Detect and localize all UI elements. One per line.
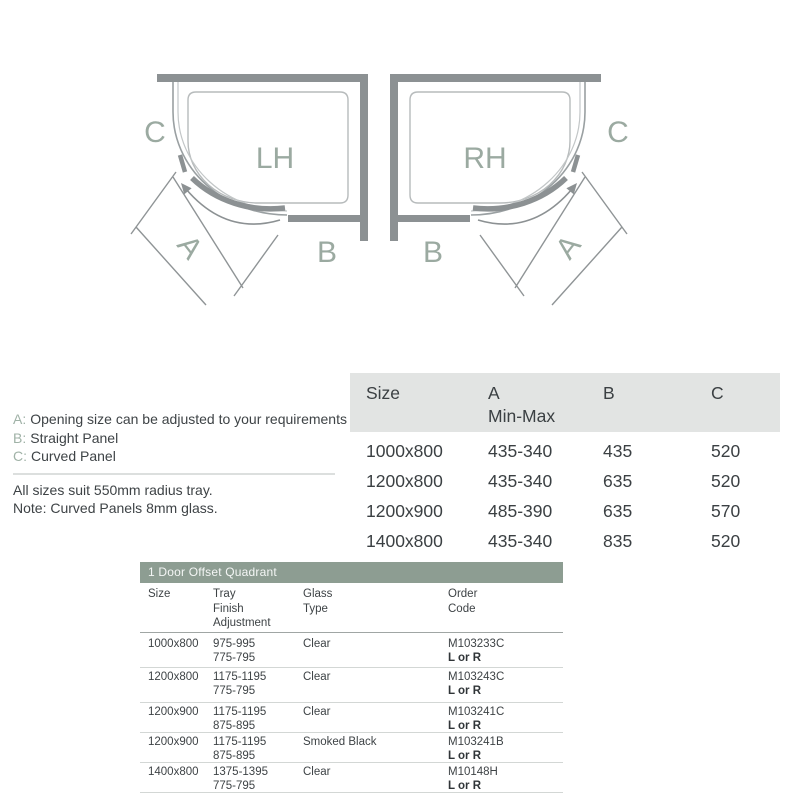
- tray-values: 1175-1195 875-895: [213, 706, 267, 732]
- tray-values: 1375-1395 775-795: [213, 766, 268, 792]
- c-value: 520: [711, 531, 741, 551]
- glass-value: Clear: [303, 706, 331, 718]
- size-value: 1200x900: [148, 736, 199, 748]
- size-value: 1000x800: [366, 441, 443, 461]
- label-straight-panel-rh: B: [422, 236, 444, 269]
- label-curved-panel-rh: C: [607, 116, 629, 149]
- legend-line-c: [13, 447, 358, 466]
- order-table-row: [140, 732, 563, 763]
- c-value: 520: [711, 471, 741, 491]
- order-table-title-bar: 1 Door Offset Quadrant: [140, 562, 563, 583]
- glass-note: Note: Curved Panels 8mm glass.: [13, 500, 218, 516]
- col-b: B: [603, 383, 615, 403]
- col-tray: [213, 587, 271, 631]
- legend-text-c: Curved Panel: [31, 448, 116, 464]
- size-value: 1400x800: [366, 531, 443, 551]
- size-table-header: [350, 373, 780, 432]
- a-value: 435-340: [488, 441, 553, 461]
- a-value: 435-340: [488, 531, 553, 551]
- b-value: 835: [603, 531, 633, 551]
- lh-enclosure-plan: [131, 74, 368, 305]
- size-value: 1400x800: [148, 766, 199, 778]
- quadrant-enclosure-diagrams: [130, 55, 650, 315]
- order-code: M10148H L or R: [448, 766, 498, 792]
- col-a-sub: Min-Max: [488, 406, 556, 426]
- col-order-line: Order: [448, 588, 478, 600]
- order-code: M103233C L or R: [448, 638, 505, 664]
- order-table-row: [140, 634, 563, 668]
- legend-line-a: [13, 410, 358, 429]
- header-divider: [140, 632, 563, 633]
- size-value: 1000x800: [148, 638, 199, 650]
- label-straight-panel-lh: B: [316, 236, 338, 269]
- c-value: 520: [711, 441, 741, 461]
- col-tray-line: Adjustment: [213, 617, 271, 629]
- size-dimensions-table: [350, 373, 790, 558]
- a-value: 435-340: [488, 471, 553, 491]
- tray-values: 975-995 775-795: [213, 638, 256, 664]
- order-table-row: [140, 667, 563, 703]
- b-value: 435: [603, 441, 633, 461]
- label-rh: RH: [463, 142, 507, 175]
- rh-enclosure-plan: [390, 74, 627, 305]
- legend-text-b: Straight Panel: [30, 429, 119, 446]
- col-glass: [303, 587, 332, 616]
- col-order: [448, 587, 477, 616]
- legend-text-a: Opening size can be adjusted to your requirements: [30, 411, 347, 427]
- order-code: M103241B L or R: [448, 736, 504, 762]
- glass-value: Clear: [303, 766, 331, 778]
- legend-key-c: C:: [13, 448, 27, 464]
- a-value: 485-390: [488, 501, 553, 521]
- col-order-line: Code: [448, 602, 476, 615]
- c-value: 570: [711, 501, 741, 521]
- col-tray-line: Finish: [213, 602, 244, 615]
- col-size: Size: [148, 588, 171, 600]
- order-table-row: [140, 702, 563, 733]
- label-lh: LH: [255, 142, 295, 175]
- label-opening-lh: A: [170, 229, 209, 266]
- col-a: A: [488, 383, 500, 403]
- legend-key-b: B:: [13, 429, 27, 446]
- notes-divider: [13, 473, 335, 475]
- glass-value: Smoked Black: [303, 736, 377, 748]
- col-tray-line: Tray: [213, 588, 236, 600]
- label-opening-rh: A: [549, 229, 588, 266]
- legend-notes: [13, 410, 358, 518]
- size-table-row: [350, 471, 790, 497]
- b-value: 635: [603, 471, 633, 491]
- tray-values: 1175-1195 775-795: [213, 671, 267, 697]
- size-value: 1200x800: [366, 471, 443, 491]
- size-table-row: [350, 501, 790, 527]
- col-c: C: [711, 383, 724, 403]
- glass-value: Clear: [303, 638, 331, 650]
- col-glass-line: Type: [303, 602, 328, 615]
- size-table-row: [350, 531, 790, 557]
- legend-line-b: [13, 429, 358, 448]
- order-table-row: [140, 762, 563, 793]
- size-table-row: [350, 441, 790, 467]
- tray-values: 1175-1195 875-895: [213, 736, 267, 762]
- glass-value: Clear: [303, 671, 331, 683]
- size-value: 1200x900: [366, 501, 443, 521]
- b-value: 635: [603, 501, 633, 521]
- legend-key-a: A:: [13, 411, 27, 427]
- order-code: M103241C L or R: [448, 706, 505, 732]
- tray-note: All sizes suit 550mm radius tray.: [13, 481, 213, 498]
- size-value: 1200x800: [148, 671, 199, 683]
- col-size: Size: [366, 383, 401, 403]
- col-glass-line: Glass: [303, 588, 333, 600]
- size-value: 1200x900: [148, 706, 199, 718]
- label-curved-panel-lh: C: [144, 116, 166, 149]
- order-code: M103243C L or R: [448, 671, 505, 697]
